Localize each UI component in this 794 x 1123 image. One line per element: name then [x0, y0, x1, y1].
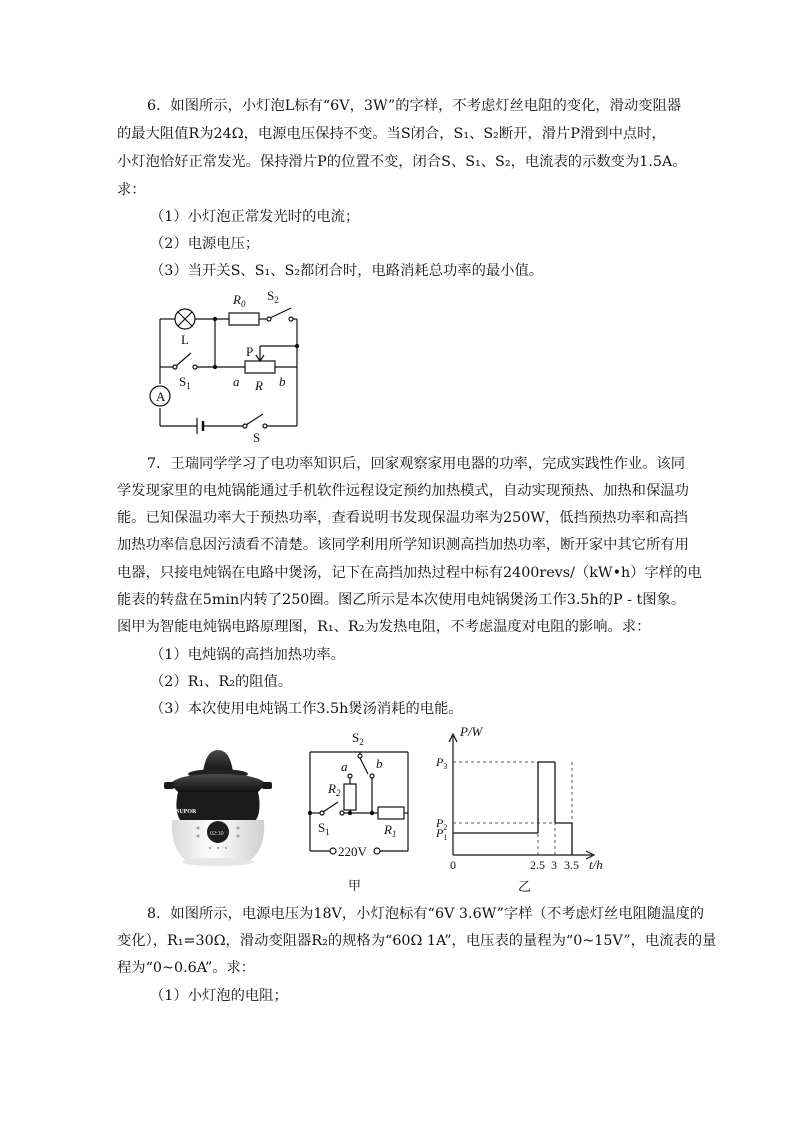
q6-sub-1: （1）小灯泡正常发光时的电流；: [150, 209, 360, 225]
s1-label: $S_1$: [179, 374, 191, 391]
a-label: a: [341, 759, 348, 774]
q7-line-4: 加热功率信息因污渍看不清楚。该同学利用所学知识测高挡加热功率，断开家中其它所有用: [117, 537, 689, 553]
stew-pot-image: [158, 740, 278, 870]
rheostat: [245, 361, 275, 373]
x-tick-0: 0: [450, 858, 456, 872]
q8-sub-1: （1）小灯泡的电阻；: [150, 988, 288, 1004]
x-tick-3.5: 3.5: [564, 858, 579, 872]
voltage-label: 220V: [338, 844, 367, 859]
r-label: R: [255, 378, 263, 393]
pot-brand: SUPOR: [176, 809, 197, 815]
r1-resistor: [378, 807, 404, 819]
x-axis-label: t/h: [589, 857, 603, 872]
r2-resistor: [344, 784, 356, 810]
q6-circuit-diagram: [145, 286, 315, 446]
y-tick-P3: $P_3$: [436, 755, 448, 771]
q7-line-1: 7．王瑞同学学习了电功率知识后，回家观察家用电器的功率，完成实践性作业。该同: [147, 456, 686, 472]
b-label: b: [376, 756, 383, 771]
q8-line-3: 程为“0~0.6A”。求：: [117, 960, 256, 976]
y-tick-P1: $P_1$: [436, 826, 448, 842]
q6-line-2: 的最大阻值R为24Ω，电源电压保持不变。当S闭合，S₁、S₂断开，滑片P滑到中点时，: [117, 126, 666, 142]
q8-line-1: 8．如图所示，电源电压为18V，小灯泡标有“6V 3.6W”字样（不考虑灯丝电阻随温度的: [147, 906, 705, 922]
pt-chart: [432, 722, 612, 896]
r2-label: $R_2$: [328, 781, 341, 798]
q7-line-6: 能表的转盘在5min内转了250圈。图乙所示是本次使用电炖锅煲汤工作3.5h的P - t图象。: [117, 592, 686, 608]
s1-label: $S_1$: [318, 820, 330, 837]
r0-label: $R_0$: [233, 292, 246, 309]
x-tick-2.5: 2.5: [530, 858, 545, 872]
caption-jia: 甲: [348, 878, 362, 893]
y-tick-P2: $P_2$: [436, 816, 448, 832]
q6-line-1: 6．如图所示，小灯泡L标有“6V，3W”的字样，不考虑灯丝电阻的变化，滑动变阻器: [147, 98, 682, 114]
q7-line-3: 能。已知保温功率大于预热功率，查看说明书发现保温功率为250W，低挡预热功率和高挡: [117, 510, 688, 526]
q8-line-2: 变化），R₁=30Ω，滑动变阻器R₂的规格为“60Ω 1A”，电压表的量程为“0~15V”，电流表的量: [117, 933, 717, 949]
q7-sub-1: （1）电炖锅的高挡加热功率。: [150, 647, 345, 663]
r0-resistor: [229, 313, 259, 325]
q7-sub-2: （2）R₁、R₂的阻值。: [150, 674, 293, 690]
r1-label: $R_1$: [384, 822, 397, 839]
s2-label: $S_2$: [267, 288, 279, 305]
caption-yi: 乙: [518, 879, 532, 894]
q7-line-2: 学发现家里的电炖锅能通过手机软件远程设定预约加热模式，自动实现预热、加热和保温功: [117, 483, 689, 499]
q6-line-4: 求：: [117, 182, 146, 198]
q7-line-5: 电器，只接电炖锅在电路中煲汤，记下在高挡加热过程中标有2400revs/（kW•h）字样的电: [117, 565, 702, 581]
y-axis-label: P/W: [460, 724, 483, 739]
ammeter-label: A: [156, 389, 166, 404]
s-label: S: [253, 430, 261, 445]
q6-line-3: 小灯泡恰好正常发光。保持滑片P的位置不变，闭合S、S₁、S₂，电流表的示数变为1.5A。: [117, 154, 687, 170]
slider-label: P: [246, 344, 254, 359]
q6-sub-2: （2）电源电压；: [150, 236, 260, 252]
lamp-label: L: [181, 332, 189, 347]
q6-sub-3: （3）当开关S、S₁、S₂都闭合时，电路消耗总功率的最小值。: [150, 263, 544, 279]
pot-display: 02:30: [210, 831, 224, 837]
x-tick-3: 3: [551, 858, 557, 872]
b-label: b: [279, 374, 286, 389]
q7-line-7: 图甲为智能电炖锅电路原理图，R₁、R₂为发热电阻，不考虑温度对电阻的影响。求：: [117, 619, 651, 635]
s2-label: $S_2$: [352, 730, 364, 747]
q7-circuit-diagram: [300, 726, 425, 896]
q7-sub-3: （3）本次使用电炖锅工作3.5h煲汤消耗的电能。: [150, 701, 463, 717]
a-label: a: [233, 374, 240, 389]
